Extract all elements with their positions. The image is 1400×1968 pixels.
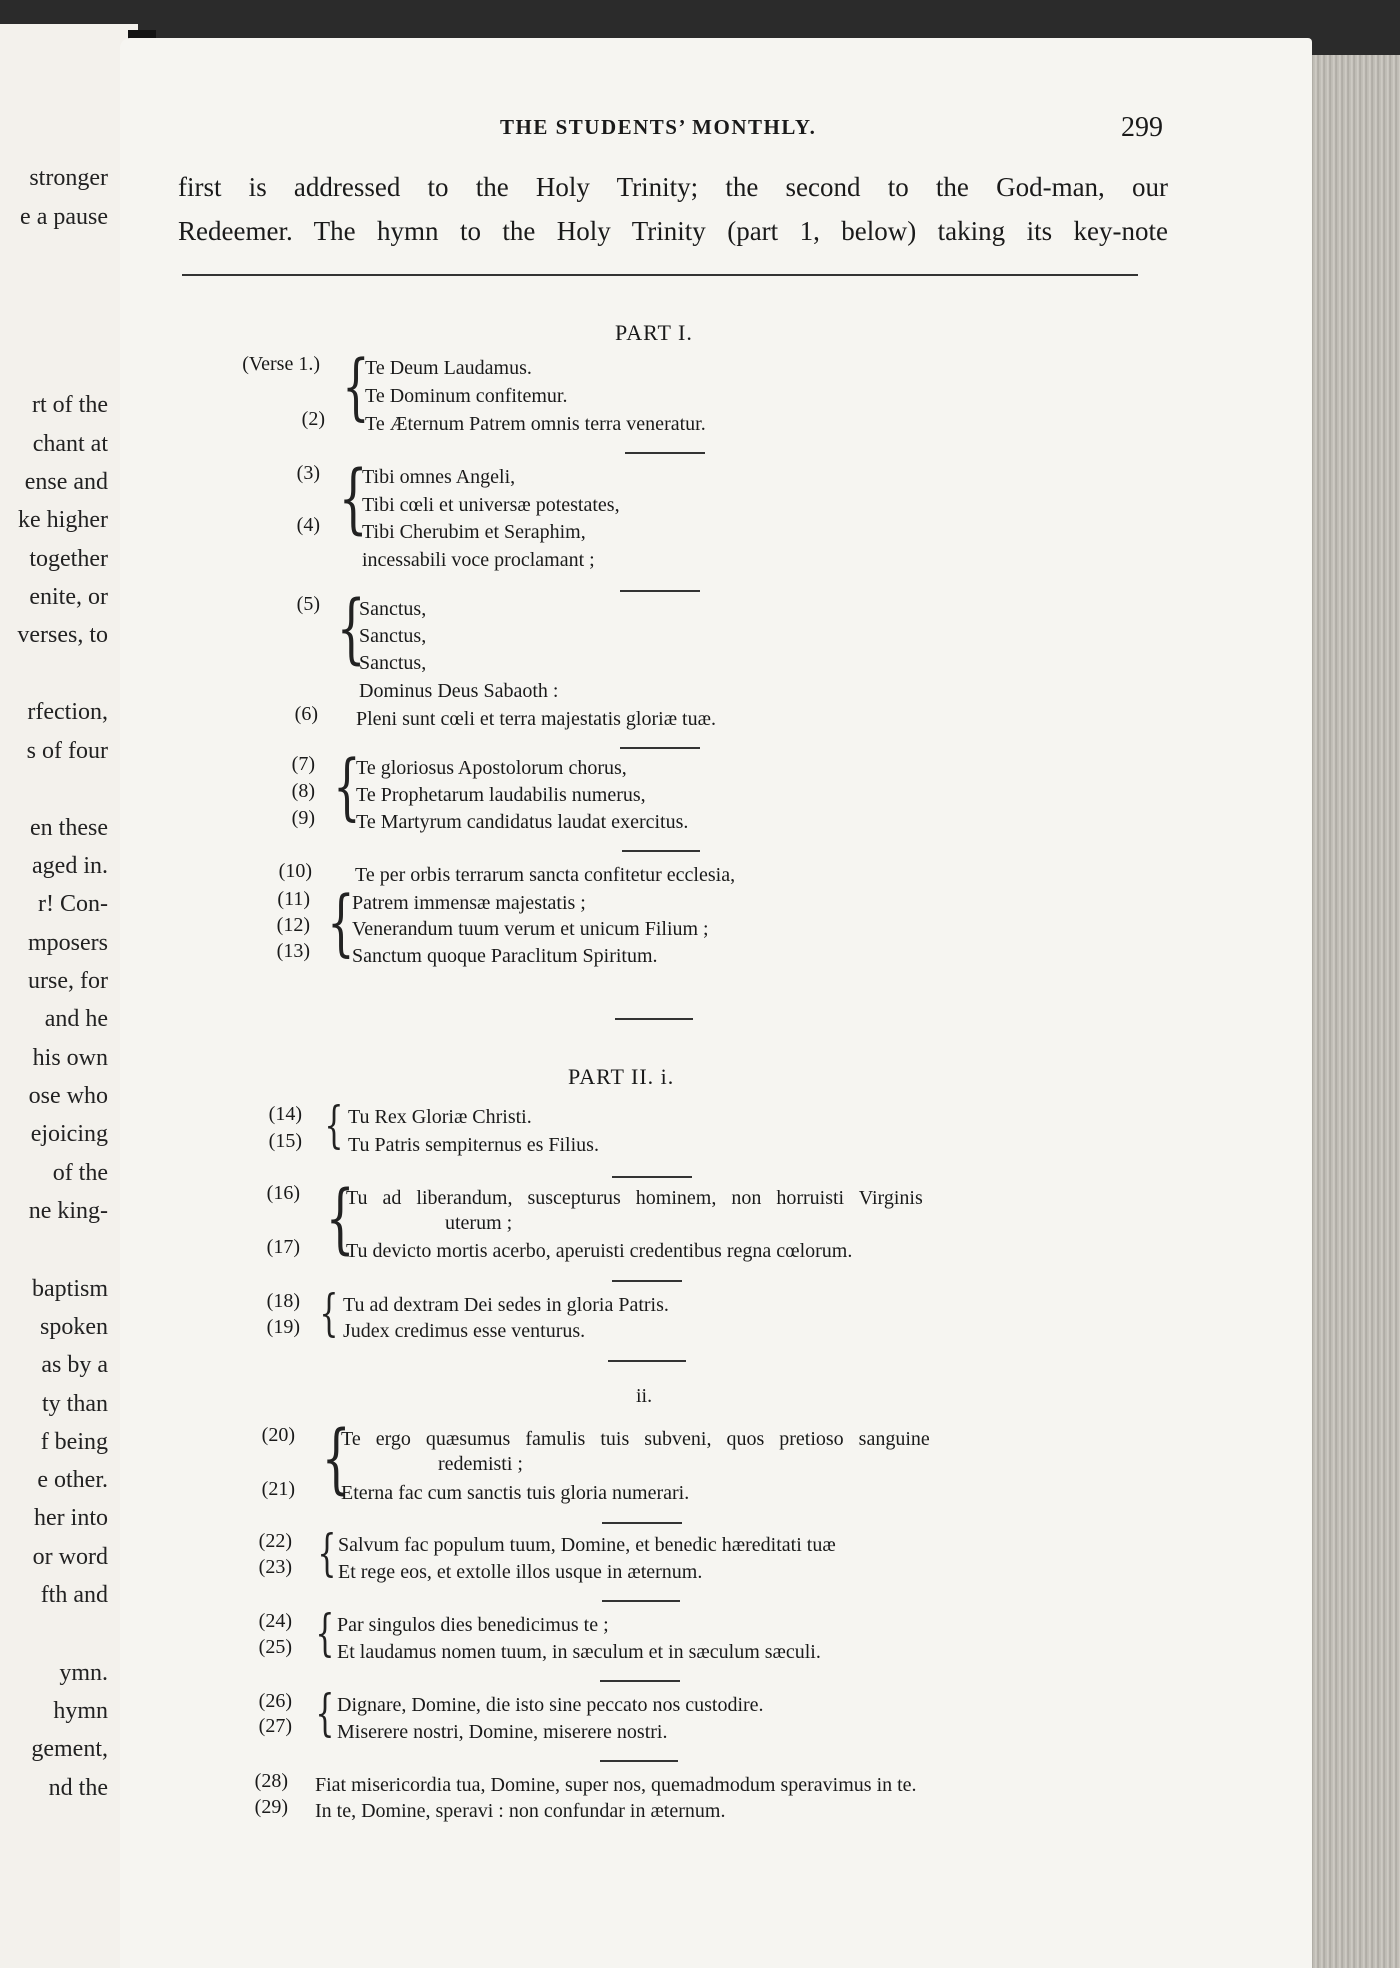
hymn-line: incessabili voce proclamant ; <box>362 549 595 571</box>
hymn-line: Tibi cœli et universæ potestates, <box>362 494 620 516</box>
hymn-line: In te, Domine, speravi : non confundar in æternum. <box>315 1800 726 1822</box>
intro-line: first is addressed to the Holy Trinity; the second to the God-man, our <box>178 172 1168 202</box>
hymn-line: Et laudamus nomen tuum, in sæculum et in sæculum sæculi. <box>337 1641 821 1663</box>
facing-page-line: fth and <box>40 1582 108 1608</box>
hymn-line: Et rege eos, et extolle illos usque in æternum. <box>338 1561 703 1583</box>
hymn-line: Te Dominum confitemur. <box>365 385 568 407</box>
verse-rule <box>608 1360 686 1362</box>
brace: { <box>315 1604 335 1662</box>
verse-number: (13) <box>276 940 310 962</box>
hymn-line: Pleni sunt cœli et terra majestatis gloriæ tuæ. <box>356 708 716 730</box>
hymn-line: Patrem immensæ majestatis ; <box>352 892 586 914</box>
facing-page-line: f being <box>40 1429 108 1455</box>
verse-number: (19) <box>266 1316 300 1338</box>
brace: { <box>338 453 368 542</box>
verse-rule <box>612 1280 682 1282</box>
verse-rule <box>600 1760 678 1762</box>
hymn-line: Sanctus, <box>359 625 427 647</box>
brace: { <box>325 1173 355 1262</box>
verse-number: (Verse 1.) <box>242 353 320 375</box>
hymn-line: Sanctum quoque Paraclitum Spiritum. <box>352 945 658 967</box>
subsection-title: ii. <box>636 1385 653 1407</box>
facing-page-line: and he <box>44 1006 108 1032</box>
hymn-line: Tu Patris sempiternus es Filius. <box>348 1134 599 1156</box>
hymn-line: Eterna fac cum sanctis tuis gloria numerari. <box>341 1482 690 1504</box>
verse-number: (28) <box>254 1770 288 1792</box>
verse-number: (21) <box>261 1478 295 1500</box>
verse-number: (14) <box>268 1103 302 1125</box>
verse-rule <box>620 590 700 592</box>
hymn-line: Judex credimus esse venturus. <box>343 1320 586 1342</box>
hymn-line: Tibi omnes Angeli, <box>362 466 516 488</box>
verse-number: (10) <box>278 860 312 882</box>
intro-line: Redeemer. The hymn to the Holy Trinity (part 1, below) taking its key-note <box>178 216 1168 246</box>
brace: { <box>315 1684 335 1742</box>
hymn-line: Te gloriosus Apostolorum chorus, <box>356 757 627 779</box>
facing-page <box>0 24 138 1968</box>
page-number: 299 <box>1121 112 1163 143</box>
verse-number: (12) <box>276 914 310 936</box>
facing-page-line: together <box>29 546 108 572</box>
hymn-line: Miserere nostri, Domine, miserere nostri. <box>337 1721 668 1743</box>
facing-page-line: ne king- <box>28 1198 108 1224</box>
verse-number: (6) <box>294 703 318 725</box>
facing-page-line: enite, or <box>29 584 108 610</box>
facing-page-line: e a pause <box>20 204 108 230</box>
facing-page-line: as by a <box>41 1352 108 1378</box>
verse-number: (18) <box>266 1290 300 1312</box>
verse-rule <box>622 850 700 852</box>
facing-page-line: of the <box>52 1160 108 1186</box>
facing-page-line: ke higher <box>18 507 108 533</box>
brace: { <box>333 744 361 828</box>
brace: { <box>317 1524 337 1582</box>
brace: { <box>319 1284 339 1342</box>
hymn-line: redemisti ; <box>438 1453 523 1475</box>
hymn-line: Salvum fac populum tuum, Domine, et benedic hæreditati tuæ <box>338 1534 836 1556</box>
verse-rule <box>625 452 705 454</box>
facing-page-line: urse, for <box>28 968 108 994</box>
facing-page-line: baptism <box>32 1276 108 1302</box>
verse-rule <box>600 1680 680 1682</box>
facing-page-line: ose who <box>28 1083 108 1109</box>
facing-page-line: aged in. <box>32 853 108 879</box>
hymn-line: Te Æternum Patrem omnis terra veneratur. <box>365 413 706 435</box>
hymn-line: Tu ad liberandum, suscepturus hominem, non horruisti Virginis <box>346 1187 923 1209</box>
verse-number: (16) <box>266 1182 300 1204</box>
hymn-line: Te Prophetarum laudabilis numerus, <box>356 784 646 806</box>
brace: { <box>336 583 366 672</box>
verse-number: (11) <box>277 888 310 910</box>
hymn-line: Te per orbis terrarum sancta confitetur ecclesia, <box>355 864 736 886</box>
hymn-line: Te Deum Laudamus. <box>365 357 532 379</box>
facing-page-line: gement, <box>31 1736 108 1762</box>
verse-rule <box>602 1600 680 1602</box>
hymn-line: Fiat misericordia tua, Domine, super nos, quemadmodum speravimus in te. <box>315 1774 917 1796</box>
verse-number: (9) <box>291 807 315 829</box>
facing-page-line: stronger <box>29 165 108 191</box>
facing-page-line: ense and <box>24 469 108 495</box>
hymn-line: Tu Rex Gloriæ Christi. <box>348 1106 532 1128</box>
hymn-line: Te Martyrum candidatus laudat exercitus. <box>356 811 689 833</box>
book-page <box>120 38 1312 1968</box>
facing-page-line: spoken <box>40 1314 108 1340</box>
facing-page-line: his own <box>32 1045 108 1071</box>
verse-number: (23) <box>258 1556 292 1578</box>
verse-number: (15) <box>268 1130 302 1152</box>
part-1-title: PART I. <box>615 320 693 345</box>
verse-number: (17) <box>266 1236 300 1258</box>
hymn-line: Te ergo quæsumus famulis tuis subveni, quos pretioso sanguine <box>341 1428 930 1450</box>
verse-number: (20) <box>261 1424 295 1446</box>
facing-page-line: mposers <box>28 930 108 956</box>
facing-page-line: verses, to <box>17 622 108 648</box>
verse-rule <box>612 1176 692 1178</box>
verse-number: (27) <box>258 1715 292 1737</box>
facing-page-line: s of four <box>26 738 108 764</box>
facing-page-line: or word <box>32 1544 108 1570</box>
verse-number: (8) <box>291 780 315 802</box>
brace: { <box>324 1096 344 1154</box>
verse-number: (29) <box>254 1796 288 1818</box>
facing-page-line: e other. <box>37 1467 108 1493</box>
brace: { <box>327 880 355 964</box>
facing-page-line: rfection, <box>27 699 108 725</box>
facing-page-line: rt of the <box>32 392 108 418</box>
hymn-line: Dignare, Domine, die isto sine peccato nos custodire. <box>337 1694 764 1716</box>
section-divider <box>182 274 1138 276</box>
brace: { <box>321 1413 351 1502</box>
verse-number: (24) <box>258 1610 292 1632</box>
facing-page-line: nd the <box>48 1775 108 1801</box>
hymn-line: Sanctus, <box>359 598 427 620</box>
intro-paragraph <box>178 165 1168 253</box>
section-rule <box>615 1018 693 1020</box>
facing-page-line: ty than <box>42 1391 108 1417</box>
facing-page-line: r! Con- <box>38 891 108 917</box>
hymn-line: Sanctus, <box>359 652 427 674</box>
running-title: THE STUDENTS’ MONTHLY. <box>500 115 817 139</box>
verse-number: (7) <box>291 753 315 775</box>
page-edges <box>1308 55 1400 1968</box>
facing-page-line: chant at <box>32 431 108 457</box>
hymn-line: Par singulos dies benedicimus te ; <box>337 1614 609 1636</box>
verse-number: (26) <box>258 1690 292 1712</box>
facing-page-line: her into <box>34 1505 108 1531</box>
facing-page-line: ymn. <box>59 1660 108 1686</box>
hymn-line: Dominus Deus Sabaoth : <box>359 680 559 702</box>
verse-number: (3) <box>296 462 320 484</box>
part-2-title: PART II. i. <box>568 1064 675 1089</box>
verse-number: (4) <box>296 514 320 536</box>
facing-page-line: en these <box>30 815 108 841</box>
facing-page-line: ejoicing <box>30 1121 108 1147</box>
facing-page-line: hymn <box>53 1698 108 1724</box>
verse-number: (22) <box>258 1530 292 1552</box>
hymn-line: uterum ; <box>445 1212 513 1234</box>
verse-rule <box>620 747 700 749</box>
verse-number: (5) <box>296 593 320 615</box>
hymn-line: Tu devicto mortis acerbo, aperuisti credentibus regna cœlorum. <box>346 1240 853 1262</box>
verse-number: (2) <box>301 408 325 430</box>
hymn-line: Venerandum tuum verum et unicum Filium ; <box>352 918 709 940</box>
hymn-line: Tibi Cherubim et Seraphim, <box>362 521 586 543</box>
hymn-line: Tu ad dextram Dei sedes in gloria Patris. <box>343 1294 669 1316</box>
verse-rule <box>602 1522 682 1524</box>
verse-number: (25) <box>258 1636 292 1658</box>
brace: { <box>342 344 370 428</box>
